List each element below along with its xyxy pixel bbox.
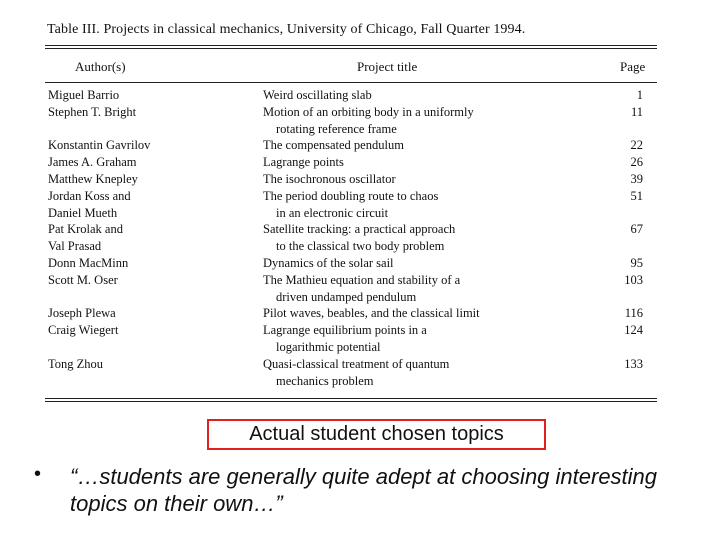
header-rule	[45, 82, 657, 83]
project-title-cell	[263, 137, 404, 154]
bottom-rule-double	[45, 401, 657, 402]
bottom-rule	[45, 398, 657, 399]
table-row	[0, 188, 720, 222]
table-row	[0, 137, 720, 154]
project-title-line: The period doubling route to chaos	[263, 188, 439, 203]
bullet-icon: •	[34, 463, 42, 485]
page-cell: 51	[630, 188, 643, 203]
top-rule-double	[45, 48, 657, 49]
table-row	[0, 305, 720, 322]
project-title-line: The isochronous oscillator	[263, 171, 396, 186]
table-row	[0, 255, 720, 272]
table-row	[0, 104, 720, 138]
author-cell: Konstantin Gavrilov	[48, 138, 151, 153]
header-page: Page	[620, 59, 646, 74]
table-row	[0, 221, 720, 255]
table-title: Table III. Projects in classical mechanics, University of Chicago, Fall Quarter 1994.	[47, 22, 526, 37]
project-title-line: Satellite tracking: a practical approach	[263, 222, 456, 237]
author-cell: Miguel Barrio	[48, 88, 120, 102]
author-cell: Scott M. Oser	[48, 272, 118, 287]
page-cell: 133	[624, 356, 643, 371]
table-body	[0, 87, 720, 389]
author-cell: Craig Wiegert	[48, 323, 119, 338]
author-cell: Jordan Koss and Daniel Mueth	[48, 188, 131, 220]
table-row	[0, 154, 720, 171]
project-title-line: driven undamped pendulum	[276, 289, 417, 304]
table-row	[0, 356, 720, 390]
project-title-cell	[263, 272, 460, 306]
project-title-line: Lagrange points	[263, 155, 344, 170]
page-cell: 39	[630, 171, 643, 186]
page-cell: 124	[624, 323, 643, 338]
author-cell: Joseph Plewa	[48, 306, 116, 321]
page-cell: 67	[630, 222, 643, 237]
project-title-line: in an electronic circuit	[276, 205, 389, 220]
author-cell: Pat Krolak and Val Prasad	[48, 222, 123, 254]
project-title-cell	[263, 188, 438, 222]
author-cell: Stephen T. Bright	[48, 104, 137, 119]
header-project-title: Project title	[357, 59, 418, 74]
project-title-cell	[263, 322, 427, 356]
table-row	[0, 87, 720, 104]
page-cell: 22	[630, 138, 643, 153]
project-title-line: to the classical two body problem	[276, 239, 445, 254]
page-cell: 11	[630, 104, 643, 119]
top-rule	[45, 45, 657, 46]
project-title-line: The compensated pendulum	[263, 138, 404, 153]
project-title-line: The Mathieu equation and stability of a	[263, 272, 461, 287]
project-title-cell	[263, 154, 344, 171]
project-title-line: logarithmic potential	[276, 339, 381, 354]
project-title-cell	[263, 171, 396, 188]
project-title-line: Pilot waves, beables, and the classical limit	[263, 306, 480, 321]
project-title-cell	[263, 356, 449, 390]
project-title-line: Weird oscillating slab	[263, 88, 372, 102]
project-title-cell	[263, 305, 480, 322]
author-cell: Donn MacMinn	[48, 255, 129, 270]
project-title-line: Quasi-classical treatment of quantum	[263, 356, 450, 371]
project-title-cell	[263, 104, 474, 138]
project-title-line: Dynamics of the solar sail	[263, 255, 394, 270]
quote-text: “…students are generally quite adept at choosing interesting topics on their own…”	[70, 464, 658, 516]
table-row	[0, 272, 720, 306]
author-cell: Matthew Knepley	[48, 171, 138, 186]
project-title-cell	[263, 255, 394, 272]
page-cell: 95	[630, 255, 643, 270]
caption-box: Actual student chosen topics	[207, 419, 546, 450]
page-cell: 1	[636, 88, 643, 102]
project-title-line: mechanics problem	[276, 373, 374, 388]
author-cell: James A. Graham	[48, 155, 137, 170]
project-title-cell	[263, 221, 455, 255]
project-title-line: rotating reference frame	[276, 121, 397, 136]
project-title-line: Motion of an orbiting body in a uniformly	[263, 104, 474, 119]
table-row	[0, 322, 720, 356]
page-cell: 26	[630, 155, 643, 170]
project-title-cell	[263, 87, 372, 104]
project-title-line: Lagrange equilibrium points in a	[263, 323, 427, 338]
page-cell: 103	[624, 272, 643, 287]
header-author: Author(s)	[75, 59, 126, 74]
author-cell: Tong Zhou	[48, 356, 104, 371]
table-row	[0, 171, 720, 188]
page-cell: 116	[624, 306, 643, 321]
